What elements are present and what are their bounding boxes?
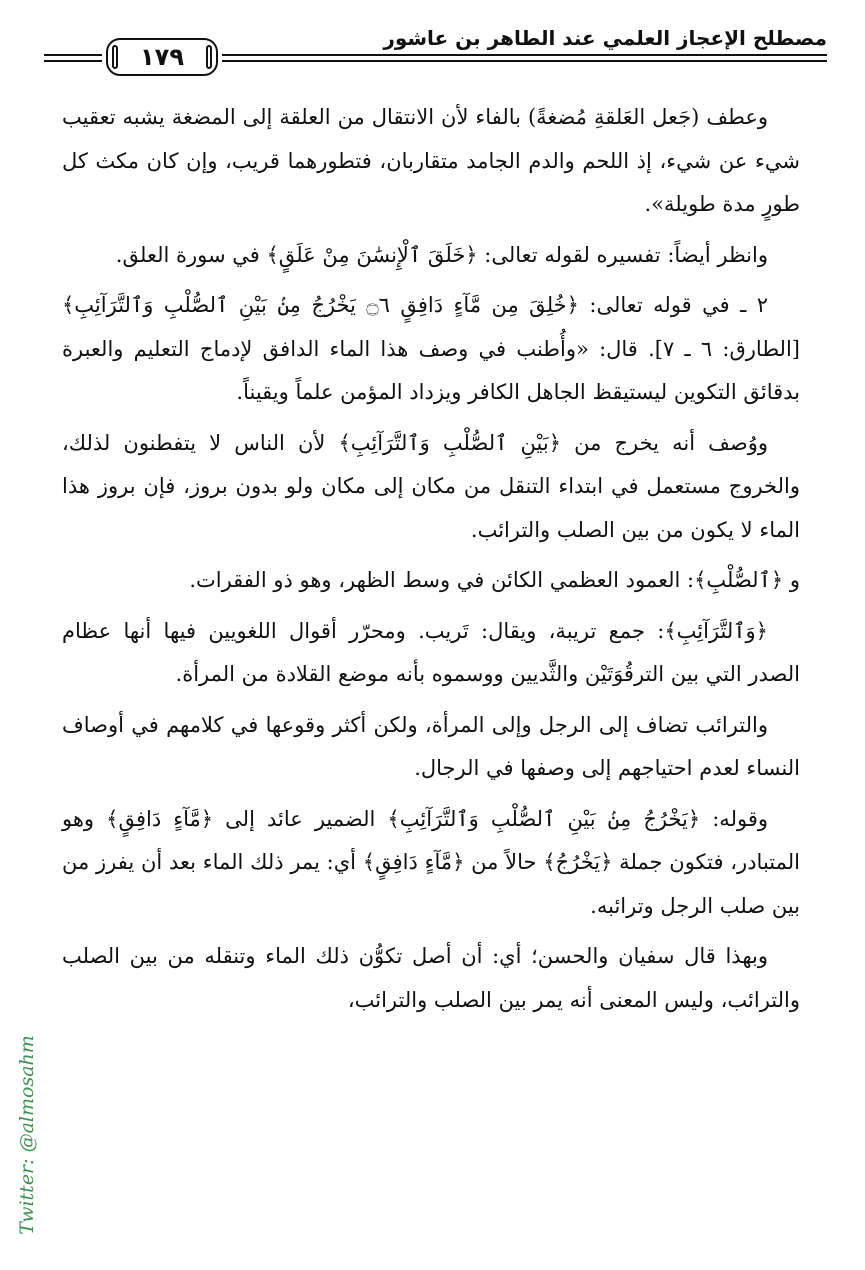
paragraph: ووُصف أنه يخرج من ﴿بَيْنِ ٱلصُّلْبِ وَٱلتَّرَآئِبِ﴾ لأن الناس لا يتفطنون لذلك، والخروج مستعمل في ابتداء التنقل من مكان إلى مكان ولو بدون بروز، فإن بروز هذا الماء لا يكون من بين الصلب والترائب. <box>62 430 800 542</box>
header-rule <box>44 54 102 56</box>
page-number-frame <box>106 38 218 76</box>
paragraph: و ﴿ٱلصُّلْبِ﴾: العمود العظمي الكائن في وسط الظهر، وهو ذو الفقرات. <box>189 568 800 592</box>
paragraph: وقوله: ﴿يَخْرُجُ مِنۢ بَيْنِ ٱلصُّلْبِ وَٱلتَّرَآئِبِ﴾ الضمير عائد إلى ﴿مَّآءٍ دَافِقٍ﴾ وهو المتبادر، فتكون جملة ﴿يَخْرُجُ﴾ حالاً من ﴿مَّآءٍ دَافِقٍ﴾ أي: يمر ذلك الماء بعد أن يفرز من بين صلب الرجل وترائبه. <box>62 806 800 918</box>
page-number: ١٧٩ <box>140 43 184 71</box>
page-header <box>44 22 827 72</box>
header-rule <box>44 60 102 62</box>
paragraph: وعطف (جَعل العَلقةِ مُضغةً) بالفاء لأن الانتقال من العلقة إلى المضغة يشبه تعقيب شيء عن شيء، إذ اللحم والدم الجامد متقاربان، فتطورهما قريب، وإن كان مكث كل طورٍ مدة طويلة». <box>62 105 800 216</box>
running-title: مصطلح الإعجاز العلمي عند الطاهر بن عاشور <box>383 26 827 50</box>
twitter-watermark <box>14 1000 40 1270</box>
paragraph: ٢ ـ في قوله تعالى: ﴿خُلِقَ مِن مَّآءٍ دَافِقٍ ۝٦ يَخْرُجُ مِنۢ بَيْنِ ٱلصُّلْبِ وَٱلتَّرَآئِبِ﴾ [الطارق: ٦ ـ ٧]. قال: «وأُطنب في وصف هذا الماء الدافق لإدماج التعليم والعبرة بدقائق التكوين ليستيقظ الجاهل الكافر ويزداد المؤمن علماً ويقيناً. <box>62 293 800 404</box>
header-rule <box>222 54 827 56</box>
watermark-text: Twitter: @almosahm <box>16 1035 38 1235</box>
paragraph: وبهذا قال سفيان والحسن؛ أي: أن أصل تكوُّن ذلك الماء وتنقله من بين الصلب والترائب، وليس المعنى أنه يمر بين الصلب والترائب، <box>62 944 800 1012</box>
paragraph: ﴿وَٱلتَّرَآئِبِ﴾: جمع تريبة، ويقال: تَريب. ومحرّر أقوال اللغويين فيها أنها عظام الصدر التي بين الترقُوَتَيْن والثَّديين ووسموه بأنه موضع القلادة من المرأة. <box>62 618 800 686</box>
body-text <box>62 96 800 1029</box>
header-rule <box>222 60 827 62</box>
paragraph: والترائب تضاف إلى الرجل وإلى المرأة، ولكن أكثر وقوعها في كلامهم في أوصاف النساء لعدم احتياجهم إلى وصفها في الرجال. <box>62 712 800 780</box>
paragraph: وانظر أيضاً: تفسيره لقوله تعالى: ﴿خَلَقَ ٱلْإِنسَٰنَ مِنْ عَلَقٍ﴾ في سورة العلق. <box>115 242 768 267</box>
